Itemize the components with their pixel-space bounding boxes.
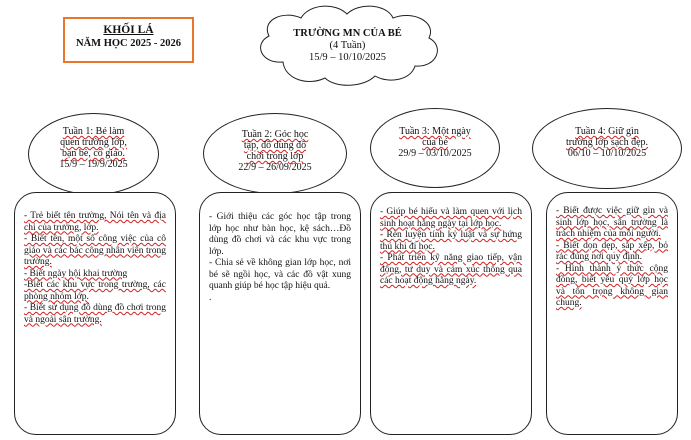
week-4-dates: 06/10 – 10/10/2025 <box>567 148 647 159</box>
week-2-title-line: Tuần 2: Góc học <box>241 129 309 140</box>
goal-item: - Biết ngày hội khai trường <box>24 268 128 279</box>
week-4-title-line: Tuần 4: Giữ gìn <box>575 126 639 137</box>
goal-item: - Rèn luyện tính kỷ luật và sự hứng thú khi đi học. <box>380 230 522 252</box>
week-2-heading <box>215 129 335 173</box>
goal-item: - Giới thiệu các góc học tập trong lớp học như bàn học, kệ sách…Đồ dùng đồ chơi và các khu vực trong lớp. <box>209 212 351 257</box>
goal-item: - Biết sử dụng đồ dùng đồ chơi trong và ngoài sân trường. <box>24 303 166 325</box>
week-1-title-line: Tuần 1: Bé làm <box>62 126 125 137</box>
week-3-title-line: Tuần 3: Một ngày <box>399 126 471 137</box>
class-title: KHỐI LÁ <box>103 24 154 36</box>
theme-dates: 15/9 – 10/10/2025 <box>308 52 386 63</box>
week-3-heading <box>380 126 490 159</box>
week-1-dates: 15/9 – 19/9/2025 <box>59 159 128 170</box>
week-1-goals <box>24 211 166 326</box>
theme-title: TRƯỜNG MN CỦA BÉ <box>293 28 402 39</box>
school-year: NĂM HỌC 2025 - 2026 <box>76 38 181 49</box>
goal-item: . <box>209 292 212 303</box>
goal-item: - Biết dọn dẹp, sắp xếp, bỏ rác đúng nơi quy định. <box>556 240 668 262</box>
week-3-goals <box>380 207 522 288</box>
goal-item: - Phát triển kỹ năng giao tiếp, vận động, tư duy và cảm xúc thông qua các hoạt động hằng ngày. <box>380 253 522 286</box>
goal-item: - Giúp bé hiểu và làm quen với lịch sinh hoạt hằng ngày tại lớp học. <box>380 207 522 229</box>
theme-duration: (4 Tuần) <box>329 40 366 51</box>
goal-item: - Hình thành ý thức cộng đồng, biết yêu quý lớp học và tôn trọng không gian chung. <box>556 263 668 308</box>
week-1-title-line: bạn bè, cô giáo. <box>61 148 126 159</box>
theme-text <box>285 28 410 64</box>
week-4-title-line: trường lớp sạch đẹp. <box>565 137 649 148</box>
week-3-dates: 29/9 – 03/10/2025 <box>398 148 472 159</box>
week-3-title-line: của bé <box>422 137 448 148</box>
goal-item: -Biết các khu vực trong trường, các phòng nhóm lớp. <box>24 280 166 302</box>
week-2-title-line: tập, đồ dùng đồ <box>243 140 307 151</box>
class-info-box <box>63 17 194 63</box>
goal-item: - Biết tên, một số công việc của cô giáo và các bác công nhân viên trong trường. <box>24 234 166 267</box>
week-4-goals <box>556 206 668 310</box>
week-2-dates: 22/9 – 26/09/2025 <box>238 162 312 173</box>
week-1-heading <box>38 126 149 170</box>
week-1-title-line: quen trường lớp, <box>60 137 127 148</box>
week-2-title-line: chơi trong lớp <box>246 151 304 162</box>
goal-item: - Trẻ biết tên trường, Nói tên và địa chỉ của trường, lớp. <box>24 211 166 233</box>
week-2-goals <box>209 212 351 304</box>
goal-item: - Biết được việc giữ gìn và sinh lớp học, sân trường là trách nhiệm của mỗi người. <box>556 206 668 239</box>
week-4-heading <box>544 126 670 159</box>
goal-item: - Chia sẻ về không gian lớp học, nơi bé sẽ ngồi học, và các đồ vật xung quanh giúp bé học tập hiệu quả. <box>209 258 351 291</box>
